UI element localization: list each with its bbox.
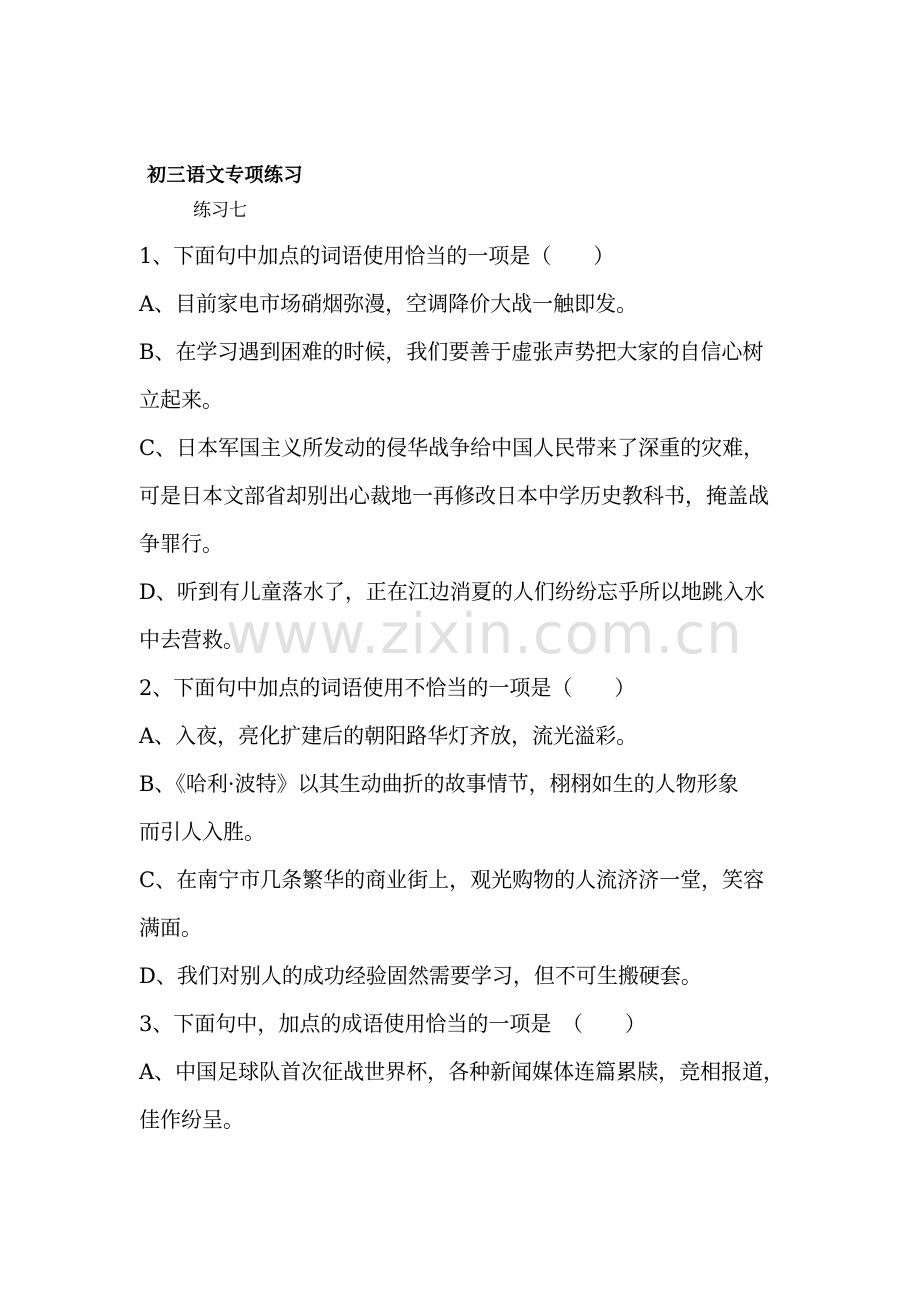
- question-1-option-d: D、听到有儿童落水了，正在江边消夏的人们纷纷忘乎所以地跳入水: [139, 580, 765, 604]
- question-3-stem: 3、下面句中，加点的成语使用恰当的一项是 （ ）: [139, 1012, 646, 1036]
- question-1-stem: 1、下面句中加点的词语使用恰当的一项是（ ）: [139, 244, 615, 268]
- question-1-option-b: B、在学习遇到困难的时候，我们要善于虚张声势把大家的自信心树: [139, 340, 764, 364]
- question-2-option-a: A、入夜，亮化扩建后的朝阳路华灯齐放，流光溢彩。: [139, 724, 638, 748]
- question-3-option-a: A、中国足球队首次征战世界杯，各种新闻媒体连篇累牍，竞相报道，: [139, 1060, 785, 1084]
- page-subtitle: 练习七: [193, 200, 247, 221]
- question-2-option-b-cont: 而引人入胜。: [139, 820, 265, 844]
- question-1-option-b-cont: 立起来。: [139, 388, 223, 412]
- question-1-option-c-cont: 可是日本文部省却别出心裁地一再修改日本中学历史教科书，掩盖战: [139, 484, 769, 508]
- question-1-option-d-cont: 中去营救。: [139, 628, 244, 652]
- question-2-option-b: B、《哈利·波特》以其生动曲折的故事情节，栩栩如生的人物形象: [139, 772, 739, 796]
- question-1-option-c-cont-2: 争罪行。: [139, 532, 223, 556]
- question-1-option-a: A、目前家电市场硝烟弥漫，空调降价大战一触即发。: [139, 292, 638, 316]
- question-2-option-c-cont: 满面。: [139, 916, 202, 940]
- page-title: 初三语文专项练习: [147, 164, 304, 186]
- question-1-option-c: C、日本军国主义所发动的侵华战争给中国人民带来了深重的灾难，: [139, 436, 765, 460]
- question-2-stem: 2、下面句中加点的词语使用不恰当的一项是（ ）: [139, 676, 636, 700]
- question-3-option-a-cont: 佳作纷呈。: [139, 1108, 244, 1132]
- watermark: www.zixin.com.cn: [226, 602, 743, 667]
- question-2-option-c: C、在南宁市几条繁华的商业街上，观光购物的人流济济一堂，笑容: [139, 868, 765, 892]
- question-2-option-d: D、我们对别人的成功经验固然需要学习，但不可生搬硬套。: [139, 964, 702, 988]
